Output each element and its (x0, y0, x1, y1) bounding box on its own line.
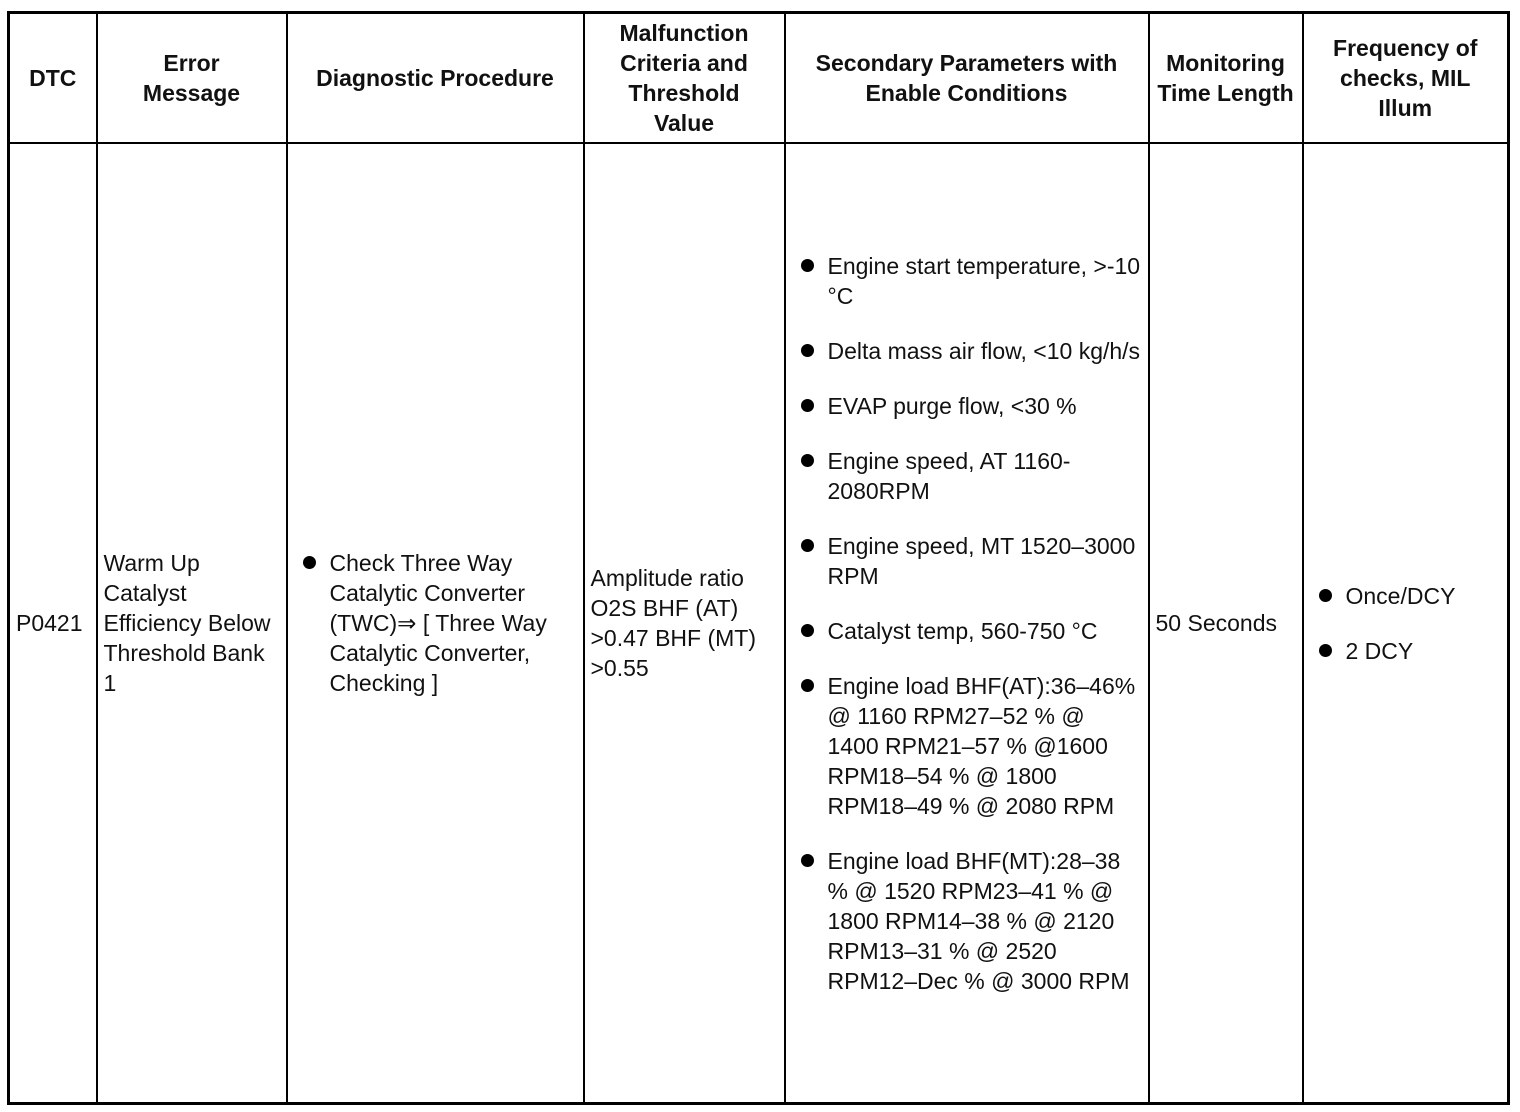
bullet-icon (801, 539, 814, 552)
cell-monitoring-time: 50 Seconds (1149, 143, 1303, 1104)
cell-secondary-parameters (785, 143, 1149, 1104)
bullet-icon (303, 556, 316, 569)
header-diagnostic-procedure: Diagnostic Procedure (287, 13, 584, 144)
bullet-icon (1319, 644, 1332, 657)
frequency-text: 2 DCY (1345, 637, 1414, 664)
cell-malfunction-criteria: Amplitude ratio O2S BHF (AT) >0.47 BHF (MT) >0.55 (584, 143, 785, 1104)
bullet-icon (801, 344, 814, 357)
cell-error-message: Warm Up Catalyst Efficiency Below Threshold Bank 1 (97, 143, 287, 1104)
list-item (792, 616, 1142, 646)
bullet-icon (801, 624, 814, 637)
header-row (9, 13, 1509, 144)
header-secondary-parameters: Secondary Parameters with Enable Conditions (785, 13, 1149, 144)
header-error-message: Error Message (97, 13, 287, 144)
list-item (792, 336, 1142, 366)
table-row (9, 143, 1509, 1104)
list-item (792, 671, 1142, 821)
header-malfunction-criteria: Malfunction Criteria and Threshold Value (584, 13, 785, 144)
dtc-table (7, 11, 1510, 1105)
list-item (792, 846, 1142, 996)
header-frequency: Frequency of checks, MIL Illum (1303, 13, 1509, 144)
procedure-list (294, 548, 577, 698)
bullet-icon (801, 854, 814, 867)
bullet-icon (1319, 589, 1332, 602)
parameter-text: Delta mass air flow, <10 kg/h/s (827, 337, 1141, 364)
secondary-parameters-list (792, 251, 1142, 996)
parameter-text: EVAP purge flow, <30 % (827, 392, 1077, 419)
list-item (792, 531, 1142, 591)
frequency-list (1310, 581, 1502, 666)
procedure-item (294, 548, 577, 698)
parameter-text: Catalyst temp, 560-750 °C (827, 617, 1098, 644)
header-monitoring-time: Monitoring Time Length (1149, 13, 1303, 144)
procedure-text: Check Three Way Catalytic Converter (TWC)⇒ [ Three Way Catalytic Converter, Checking ] (329, 550, 547, 696)
list-item (792, 391, 1142, 421)
cell-frequency (1303, 143, 1509, 1104)
parameter-text: Engine load BHF(MT):28–38 % @ 1520 RPM23–41 % @ 1800 RPM14–38 % @ 2120 RPM13–31 % @ 2520 RPM12–Dec % @ 3000 RPM (827, 847, 1130, 994)
parameter-text: Engine speed, AT 1160-2080RPM (827, 447, 1071, 504)
list-item (1310, 581, 1502, 611)
cell-dtc: P0421 (9, 143, 97, 1104)
frequency-text: Once/DCY (1345, 582, 1456, 609)
parameter-text: Engine start temperature, >-10 °C (827, 252, 1141, 309)
list-item (792, 446, 1142, 506)
bullet-icon (801, 399, 814, 412)
list-item (1310, 636, 1502, 666)
list-item (792, 251, 1142, 311)
table-header (9, 13, 1509, 144)
header-dtc: DTC (9, 13, 97, 144)
table-body (9, 143, 1509, 1104)
parameter-text: Engine load BHF(AT):36–46% @ 1160 RPM27–52 % @ 1400 RPM21–57 % @1600 RPM18–54 % @ 1800 RPM18–49 % @ 2080 RPM (827, 672, 1136, 819)
cell-diagnostic-procedure (287, 143, 584, 1104)
parameter-text: Engine speed, MT 1520–3000 RPM (827, 532, 1136, 589)
bullet-icon (801, 259, 814, 272)
bullet-icon (801, 454, 814, 467)
bullet-icon (801, 679, 814, 692)
